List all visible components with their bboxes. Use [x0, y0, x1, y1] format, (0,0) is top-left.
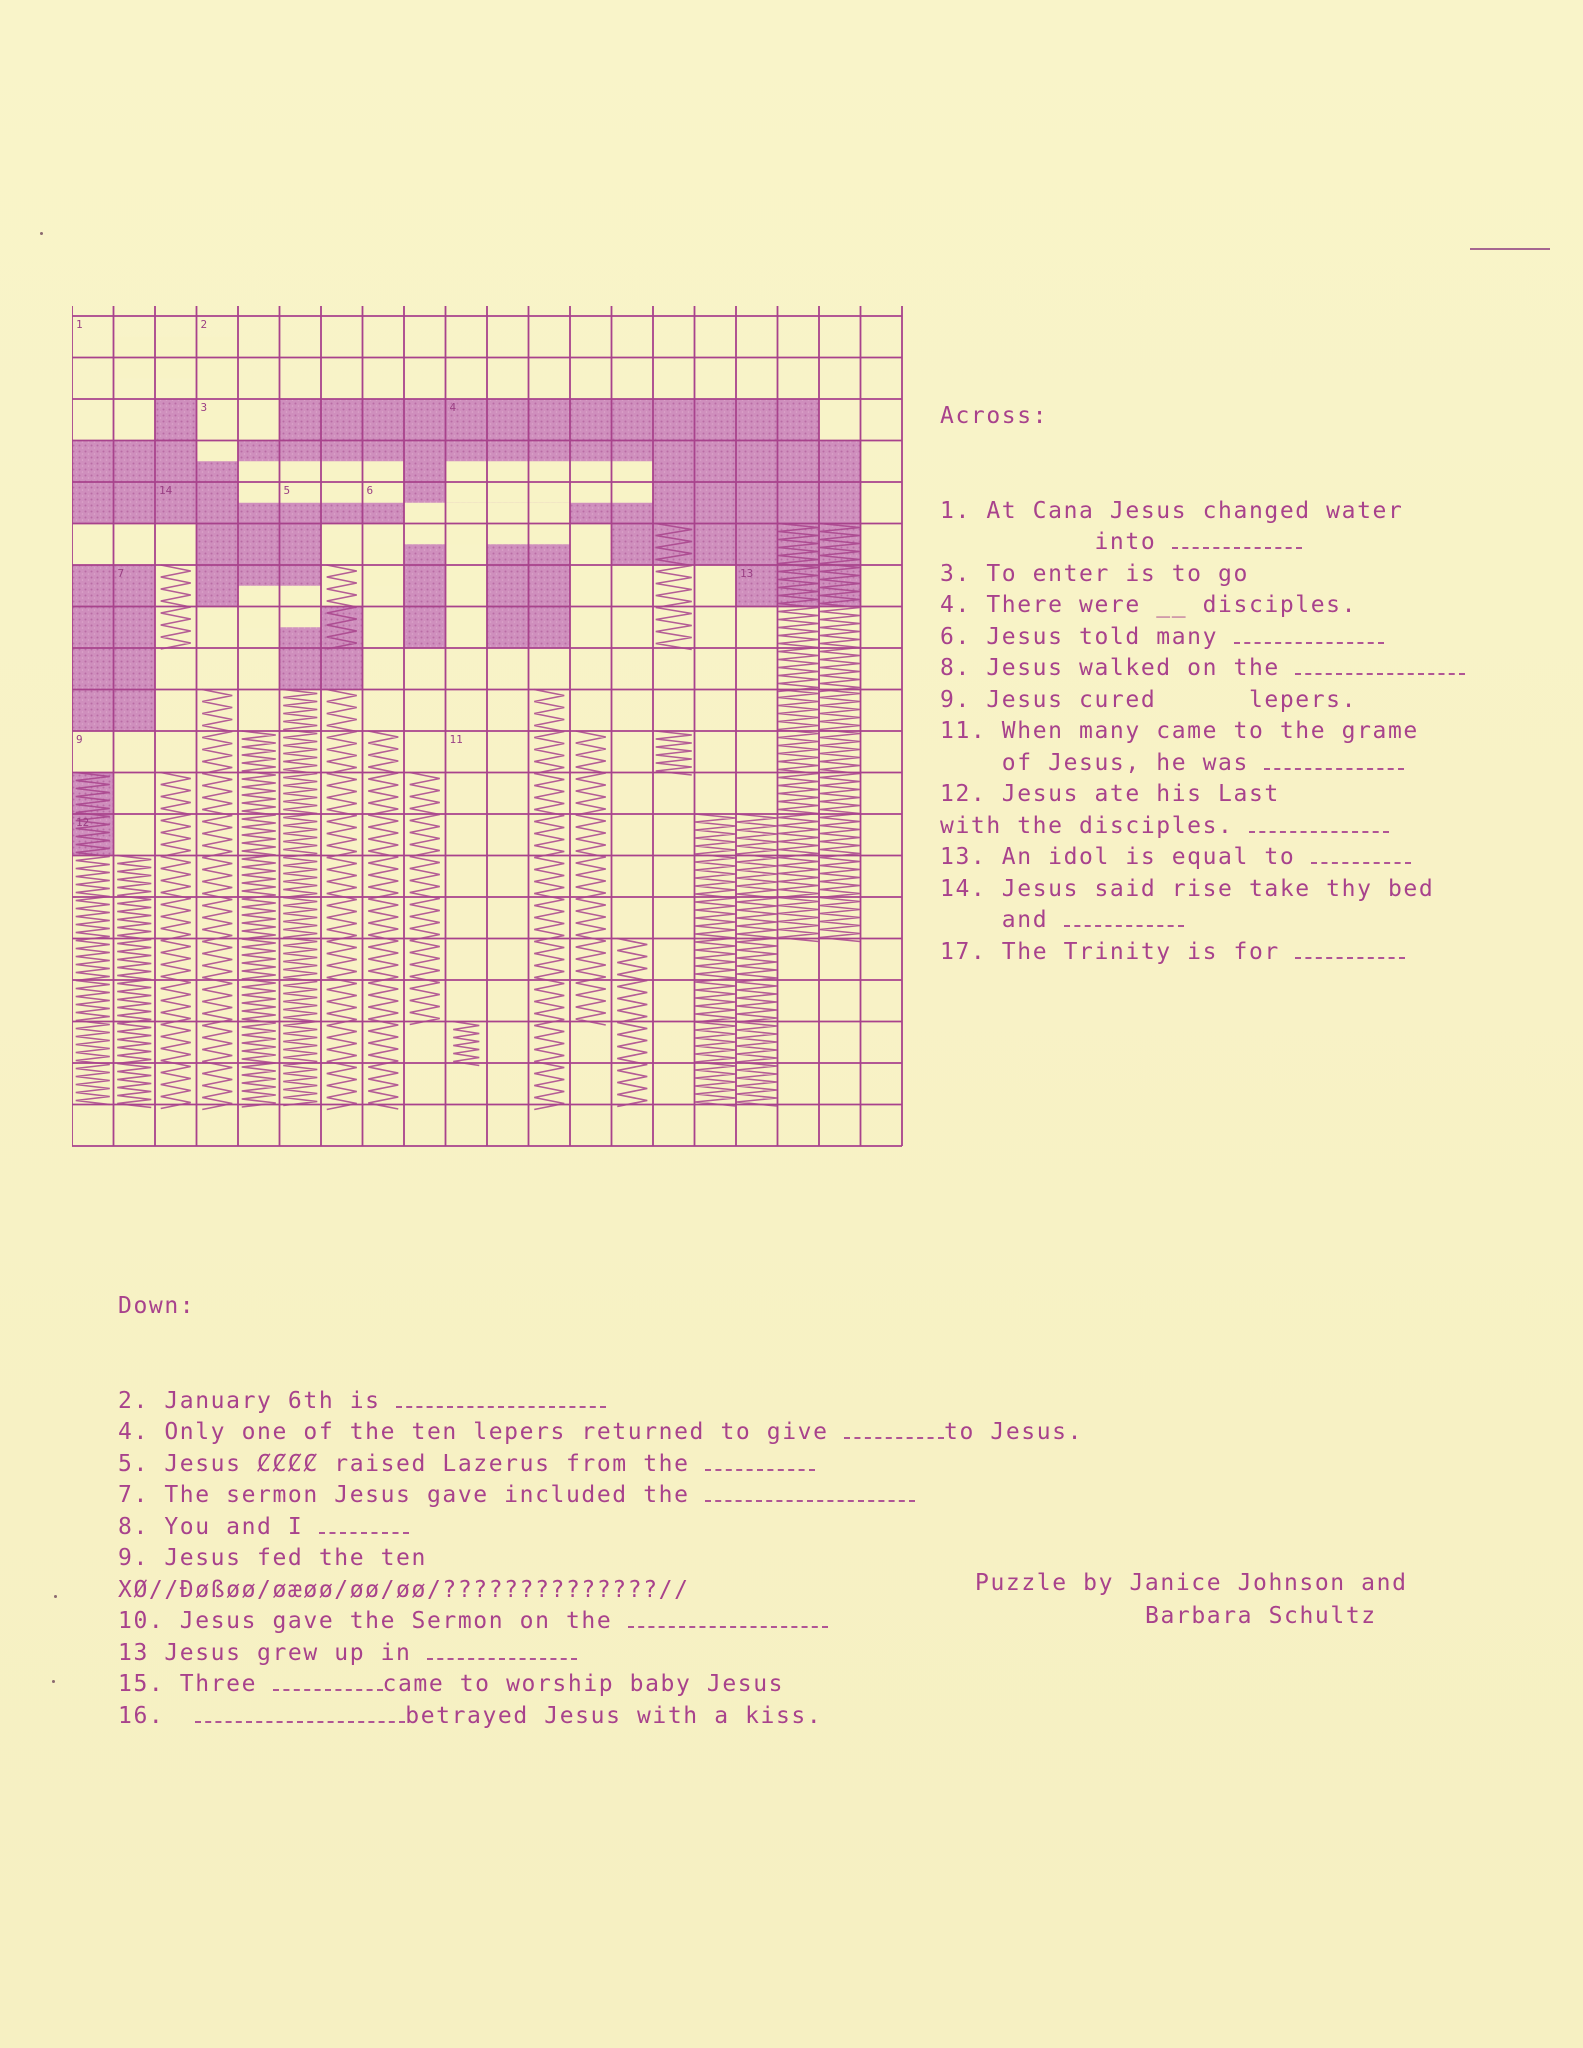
down-clue — [118, 1512, 1083, 1544]
answer-blank — [1249, 813, 1389, 833]
clue-number: 15. — [118, 1671, 180, 1697]
puzzle-credit — [975, 1567, 1408, 1633]
grid-clue-number: 2 — [200, 318, 208, 331]
down-clues — [118, 1228, 1083, 1764]
scribble-fill — [617, 939, 647, 1107]
clue-number: 17. — [940, 938, 1002, 965]
clue-text: The Trinity is for — [1001, 938, 1280, 965]
clue-number: 4. — [940, 592, 987, 618]
grid-clue-number: 4 — [449, 401, 457, 414]
clue-number: 10. — [118, 1608, 180, 1634]
answer-blank — [1064, 907, 1184, 927]
clue-text: January 6th is — [164, 1387, 381, 1414]
down-clue — [118, 1669, 1083, 1701]
across-clue-continued — [940, 811, 1465, 843]
clue-text: Jesus cured lepers. — [986, 686, 1358, 713]
across-clue — [940, 716, 1465, 748]
answer-blank — [844, 1419, 944, 1439]
paper-speck — [52, 1680, 55, 1683]
across-clue-continued — [940, 748, 1465, 780]
clue-number: 16. — [118, 1702, 180, 1729]
credit-line-1: Puzzle by Janice Johnson and — [975, 1570, 1408, 1596]
clue-number: 13 — [118, 1639, 165, 1666]
across-clue — [940, 590, 1465, 622]
answer-blank — [1264, 750, 1404, 770]
down-clue — [118, 1417, 1083, 1449]
clue-text: Jesus ate his Last — [1001, 781, 1280, 807]
scribble-fill — [161, 773, 191, 1109]
clue-number: 2. — [118, 1387, 165, 1414]
clue-text: with the disciples. — [940, 812, 1234, 839]
answer-blank — [705, 1482, 915, 1502]
crossword-grid-svg — [72, 300, 908, 1156]
answer-blank — [1172, 529, 1302, 549]
clue-text: XØ//Ðøßøø/øæøø/øø/øø/??????????????// — [118, 1576, 690, 1603]
clue-number: 1. — [940, 497, 987, 524]
down-clue — [118, 1480, 1083, 1512]
scribble-fill — [576, 731, 606, 1025]
clue-text: of Jesus, he was — [1001, 749, 1249, 776]
clue-number: 6. — [940, 623, 987, 650]
scribble-fill — [778, 690, 818, 942]
clue-text: To enter is to go — [986, 560, 1249, 587]
answer-blank — [396, 1388, 606, 1408]
clue-number: 8. — [940, 655, 987, 681]
clue-number: 14. — [940, 875, 1002, 902]
clue-text: Three — [179, 1671, 258, 1697]
answer-blank — [195, 1703, 405, 1723]
clue-text: An idol is equal to — [1001, 844, 1296, 870]
clue-text: You and I — [164, 1513, 304, 1540]
clue-text-after: betrayed Jesus with a kiss. — [405, 1702, 823, 1729]
clue-text: At Cana Jesus changed water — [986, 497, 1404, 524]
clue-number: 3. — [940, 560, 987, 587]
paper-speck — [54, 1595, 57, 1598]
answer-blank — [1311, 844, 1411, 864]
credit-line-2: Barbara Schultz — [1145, 1603, 1377, 1629]
grid-clue-number: 11 — [449, 733, 463, 746]
answer-blank — [1234, 624, 1384, 644]
clue-text-after: came to worship baby Jesus — [382, 1671, 785, 1697]
clue-text: Jesus told many — [986, 623, 1219, 650]
across-clues — [940, 338, 1465, 1000]
down-clue — [118, 1606, 1083, 1638]
clue-number: 9. — [118, 1545, 165, 1571]
clue-number: 9. — [940, 686, 987, 713]
across-clue — [940, 937, 1465, 969]
shaded-block — [155, 399, 197, 441]
down-clue — [118, 1638, 1083, 1670]
grid-clue-number: 1 — [76, 318, 83, 331]
scribble-fill — [534, 690, 564, 1110]
across-clue — [940, 779, 1465, 811]
clue-text: Only one of the ten lepers returned to give — [164, 1419, 829, 1445]
grid-clue-number: 9 — [76, 733, 83, 746]
paper-speck — [40, 232, 43, 235]
scribble-fill — [117, 856, 151, 1108]
grid-clue-number: 7 — [117, 567, 125, 580]
scribble-fill — [453, 1022, 479, 1066]
clue-text: Jesus said rise take thy bed — [1001, 875, 1435, 902]
scribble-fill — [656, 731, 692, 775]
scribble-fill — [368, 731, 398, 1109]
clue-number: 5. — [118, 1450, 165, 1477]
grid-clue-number: 13 — [740, 567, 754, 580]
down-heading: Down: — [118, 1293, 196, 1319]
clue-text: into — [1094, 529, 1157, 555]
clue-number: 12. — [940, 781, 1002, 807]
clue-text: Jesus ȻȻȻȻ raised Lazerus from the — [164, 1450, 690, 1477]
across-clue-continued — [940, 527, 1465, 559]
grid-clue-number: 5 — [283, 484, 291, 497]
clue-text: Jesus gave the Sermon on the — [179, 1608, 613, 1634]
answer-blank — [319, 1514, 409, 1534]
clue-text: Jesus fed the ten — [164, 1545, 427, 1571]
clue-number: 13. — [940, 844, 1002, 870]
down-clue — [118, 1543, 1083, 1575]
grid-clue-number: 12 — [76, 816, 90, 829]
scribble-fill — [327, 690, 357, 1110]
margin-mark — [1470, 248, 1550, 250]
across-clue — [940, 653, 1465, 685]
across-clue — [940, 622, 1465, 654]
clue-number: 7. — [118, 1482, 165, 1508]
clue-number: 4. — [118, 1419, 165, 1445]
across-clue — [940, 842, 1465, 874]
clue-text: When many came to the grame — [1001, 718, 1419, 744]
clue-text: There were __ disciples. — [986, 592, 1358, 618]
clue-text-after: to Jesus. — [944, 1419, 1084, 1445]
answer-blank — [1295, 939, 1405, 959]
across-clue — [940, 559, 1465, 591]
scribble-fill — [242, 731, 276, 1107]
answer-blank — [1295, 655, 1465, 675]
answer-blank — [628, 1608, 828, 1628]
answer-blank — [705, 1451, 815, 1471]
scribble-fill — [202, 690, 232, 1110]
across-list — [940, 496, 1465, 969]
across-clue-continued — [940, 905, 1465, 937]
crossword-grid — [72, 300, 908, 1156]
down-clue — [118, 1386, 1083, 1418]
clue-number: 8. — [118, 1513, 165, 1540]
answer-blank — [273, 1671, 383, 1691]
down-clue — [118, 1575, 1083, 1607]
across-clue — [940, 874, 1465, 906]
clue-number: 11. — [940, 718, 1002, 744]
scribble-fill — [820, 690, 860, 942]
answer-blank — [427, 1640, 577, 1660]
across-heading: Across: — [940, 403, 1049, 429]
across-clue — [940, 685, 1465, 717]
clue-text: Jesus grew up in — [164, 1639, 412, 1666]
clue-text: Jesus walked on the — [986, 655, 1280, 681]
scribble-fill — [410, 773, 440, 1025]
down-clue — [118, 1701, 1083, 1733]
clue-text: The sermon Jesus gave included the — [164, 1482, 690, 1508]
grid-clue-number: 3 — [200, 401, 208, 414]
down-list — [118, 1386, 1083, 1733]
grid-clue-number: 14 — [159, 484, 173, 497]
down-clue — [118, 1449, 1083, 1481]
clue-text: and — [1001, 907, 1049, 933]
across-clue — [940, 496, 1465, 528]
grid-clue-number: 6 — [366, 484, 374, 497]
